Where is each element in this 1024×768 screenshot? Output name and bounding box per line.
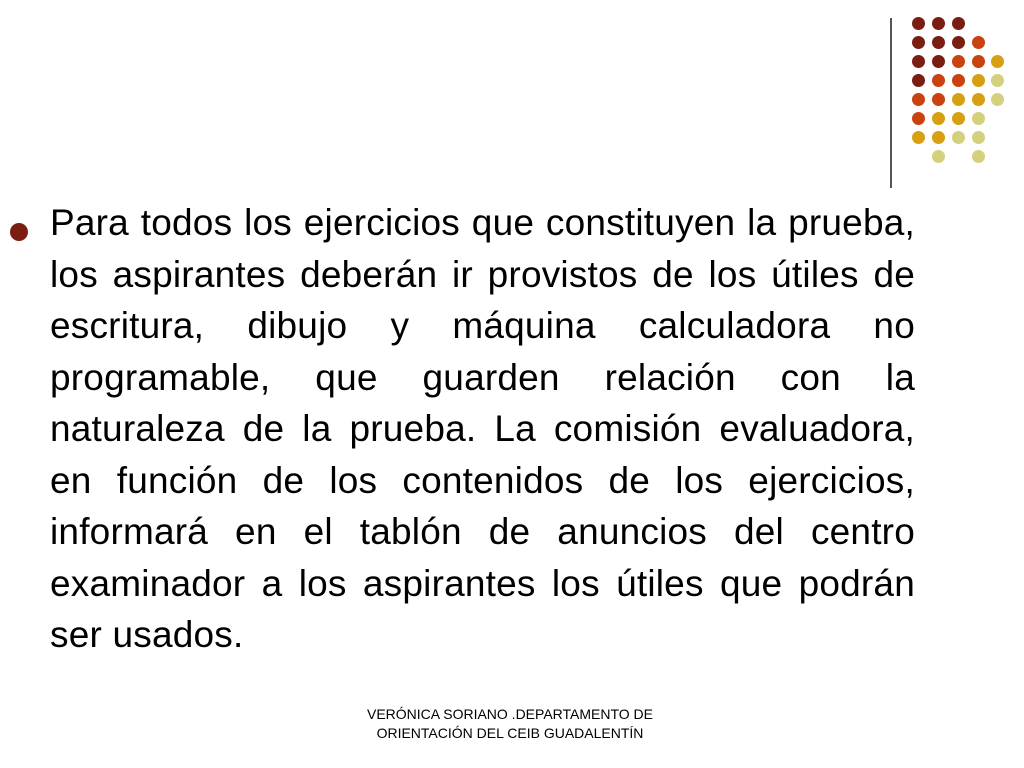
decorative-dot [952, 17, 965, 30]
decorative-dot [972, 36, 985, 49]
decorative-dot [912, 55, 925, 68]
decorative-dot [932, 112, 945, 125]
decorative-dot [972, 131, 985, 144]
decorative-dot [912, 112, 925, 125]
decorative-dot [972, 112, 985, 125]
decorative-dot [932, 74, 945, 87]
decorative-dot [952, 131, 965, 144]
decorative-dot [952, 112, 965, 125]
decorative-dot [972, 55, 985, 68]
decorative-dot [991, 74, 1004, 87]
decorative-dot [912, 93, 925, 106]
decorative-dot [952, 74, 965, 87]
decorative-dot [991, 55, 1004, 68]
decorative-dot [932, 131, 945, 144]
footer-line-2: ORIENTACIÓN DEL CEIB GUADALENTÍN [376, 725, 644, 741]
decorative-dot [972, 93, 985, 106]
footer-line-1: VERÓNICA SORIANO .DEPARTAMENTO DE [366, 706, 653, 722]
decorative-dot [932, 17, 945, 30]
decorative-dot [912, 17, 925, 30]
decorative-dot [952, 55, 965, 68]
footer [340, 705, 680, 743]
decorative-dot [932, 36, 945, 49]
bullet-item [10, 197, 915, 661]
decorative-dot [972, 150, 985, 163]
decorative-dot [972, 74, 985, 87]
divider-line [890, 18, 892, 188]
decorative-dot [952, 93, 965, 106]
decorative-dot [932, 93, 945, 106]
body-text: Para todos los ejercicios que constituyen la prueba, los aspirantes deberán ir provistos de los útiles de escritura, dibujo y máquina calculadora no programable, que guarden relación con la naturaleza de la prueba. La comisión evaluadora, en función de los contenidos de los ejercicios, informará en el tablón de anuncios del centro examinador a los aspirantes los útiles que podrán ser usados. [50, 202, 915, 655]
decorative-dot [912, 74, 925, 87]
decorative-dot [952, 36, 965, 49]
decorative-dot [932, 55, 945, 68]
decorative-dot [991, 93, 1004, 106]
decorative-dot [932, 150, 945, 163]
decorative-dot [912, 131, 925, 144]
decorative-dot [912, 36, 925, 49]
bullet-icon [10, 223, 28, 241]
